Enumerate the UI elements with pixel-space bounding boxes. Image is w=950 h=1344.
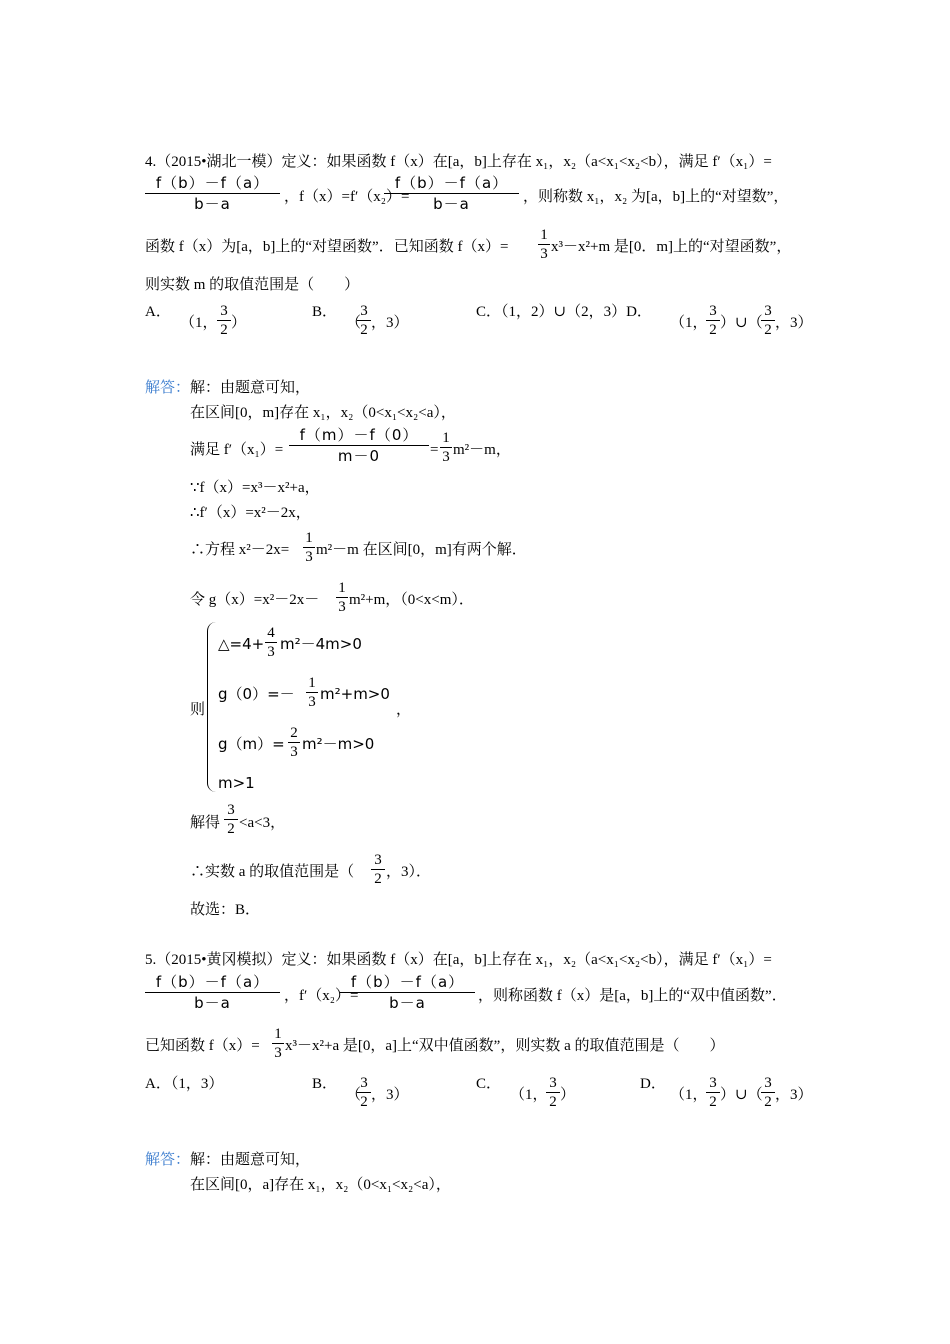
- q4-option-a-frac: 3 2: [217, 303, 231, 338]
- q5-stem-mid1: ，f′（x₂）=: [284, 988, 359, 1004]
- q4-sol-one-third: 1 3: [440, 430, 452, 465]
- q5-option-d-mid: ）∪（: [720, 1087, 763, 1103]
- q4-option-a-post: ）: [231, 315, 247, 331]
- q4-sys-row2b: m²+m>0: [320, 685, 390, 703]
- q4-sol-line6a: ∴方程 x²－2x=: [190, 542, 290, 558]
- fraction-denominator: b－a: [194, 195, 231, 213]
- q5-option-d-pre: （1，: [670, 1087, 708, 1103]
- q5-sol-line2: 在区间[0，a]存在 x₁，x₂（0<x₁<x₂<a），: [190, 1177, 451, 1193]
- fraction-denominator: b－a: [433, 195, 470, 213]
- q4-sol-line3c: m²－m，: [453, 442, 511, 458]
- q4-sys-row1-frac: 4 3: [265, 625, 277, 660]
- q4-stem-mid1: ，f（x）=f′（x₂）=: [284, 189, 410, 205]
- q4-option-a-label: A．: [145, 304, 171, 320]
- q5-option-a: A．（1，3）: [145, 1076, 224, 1092]
- q4-sys-row3b: m²－m>0: [302, 735, 375, 753]
- q4-sol-line10: 故选：B．: [190, 902, 261, 918]
- q5-option-d-frac2: 3 2: [761, 1075, 775, 1110]
- q4-sol-line3b: =: [430, 442, 439, 458]
- q4-option-b-post: ，3）: [371, 315, 409, 331]
- q5-stem-line3a: 已知函数 f（x）=: [145, 1038, 260, 1054]
- q4-stem-line4: 则实数 m 的取值范围是（ ）: [145, 277, 360, 293]
- q4-fraction-2: [384, 174, 519, 213]
- q5-option-c-post: ）: [560, 1087, 576, 1103]
- q4-sol-line9a: ∴实数 a 的取值范围是（: [190, 864, 355, 880]
- q5-stem-mid2: ，则称函数 f（x）是[a，b]上的“双中值函数”．: [478, 988, 787, 1004]
- q4-sol-one-third-2: 1 3: [303, 530, 315, 565]
- q4-option-d-frac1: 3 2: [706, 303, 720, 338]
- q4-sol-line8a: 解得: [190, 815, 221, 831]
- q4-stem-line3a: 函数 f（x）为[a，b]上的“对望函数”．已知函数 f（x）=: [145, 239, 509, 255]
- q4-option-b-label: B．: [312, 304, 338, 320]
- q4-option-b-pre: （: [346, 315, 362, 331]
- fraction-numerator: f（b）－f（a）: [155, 174, 270, 192]
- q4-sol-fraction: f（m）－f（0） m－0: [289, 426, 429, 465]
- q5-sol-line1: 解：由题意可知，: [190, 1152, 311, 1168]
- q5-fraction-2: f（b）－f（a） b－a: [340, 973, 475, 1012]
- q4-stem-mid2: ，则称数 x₁，x₂ 为[a，b]上的“对望数”，: [523, 189, 789, 205]
- q4-sol-line9-frac: 3 2: [371, 852, 385, 887]
- q4-sol-one-third-3: 1 3: [336, 580, 348, 615]
- q5-option-c-pre: （1，: [510, 1087, 548, 1103]
- q4-stem-line1: 4.（2015•湖北一模）定义：如果函数 f（x）在[a，b]上存在 x₁，x₂（a<x₁<x₂<b），满足 f′（x₁）=: [145, 154, 772, 170]
- q4-fraction-1: [145, 174, 280, 213]
- q4-sol-line8-frac: 3 2: [224, 802, 238, 837]
- q4-sys-row3-frac: 2 3: [288, 725, 300, 760]
- q4-one-third: 1 3: [538, 227, 550, 262]
- q4-sys-row1b: m²－4m>0: [280, 635, 362, 653]
- q4-sys-row4: m>1: [218, 774, 255, 792]
- q4-solution-label: 解答：: [145, 380, 191, 396]
- q4-option-a-pre: （1，: [180, 315, 218, 331]
- q5-option-b-post: ，3）: [371, 1087, 409, 1103]
- q4-sol-line8b: <a<3，: [239, 815, 286, 831]
- q4-sys-row2-frac: 1 3: [306, 675, 318, 710]
- q5-option-b-frac: 3 2: [357, 1075, 371, 1110]
- q5-option-d-post: ，3）: [775, 1087, 813, 1103]
- q4-option-c: C．（1，2）∪（2，3）D．: [476, 304, 652, 320]
- q4-sol-line7a: 令 g（x）=x²－2x－: [190, 592, 320, 608]
- q4-option-d-post: ，3）: [775, 315, 813, 331]
- q5-one-third: 1 3: [272, 1026, 284, 1061]
- q4-sys-row2a: g（0）=－: [218, 685, 295, 703]
- q5-option-c-label: C．: [476, 1076, 502, 1092]
- q4-option-b-frac: 3 2: [357, 303, 371, 338]
- q4-sol-line5: ∴f′（x）=x²－2x，: [190, 505, 311, 521]
- q4-sol-line9b: ，3）．: [386, 864, 432, 880]
- q4-sol-line2: 在区间[0，m]存在 x₁，x₂（0<x₁<x₂<a），: [190, 405, 456, 421]
- q4-stem-line3b: x³－x²+m 是[0．m]上的“对望函数”，: [551, 239, 792, 255]
- q4-sys-comma: ，: [396, 702, 412, 718]
- q4-option-d-mid: ）∪（: [720, 315, 763, 331]
- system-brace: [207, 622, 216, 792]
- q4-option-d-pre: （1，: [670, 315, 708, 331]
- q4-sys-then: 则: [190, 702, 206, 718]
- q5-option-d-label: D．: [640, 1076, 666, 1092]
- q4-sys-row1a: △=4+: [218, 635, 265, 653]
- q4-sol-line6b: m²－m 在区间[0，m]有两个解．: [316, 542, 527, 558]
- q4-sol-line4: ∵f（x）=x³－x²+a，: [190, 480, 320, 496]
- q4-sys-row3a: g（m）=: [218, 735, 285, 753]
- q5-fraction-1: f（b）－f（a） b－a: [145, 973, 280, 1012]
- q5-option-b-label: B．: [312, 1076, 338, 1092]
- q5-option-c-frac: 3 2: [546, 1075, 560, 1110]
- q5-option-d-frac1: 3 2: [706, 1075, 720, 1110]
- q5-solution-label: 解答：: [145, 1152, 191, 1168]
- q4-option-d-frac2: 3 2: [761, 303, 775, 338]
- q4-sol-line3a: 满足 f′（x₁）=: [190, 442, 284, 458]
- q4-sol-line7b: m²+m，（0<x<m）．: [349, 592, 474, 608]
- fraction-numerator: f（b）－f（a）: [394, 174, 509, 192]
- q5-stem-line1: 5.（2015•黄冈模拟）定义：如果函数 f（x）在[a，b]上存在 x₁，x₂（a<x₁<x₂<b），满足 f′（x₁）=: [145, 952, 772, 968]
- q5-option-b-pre: （: [346, 1087, 362, 1103]
- q4-sol-line1: 解：由题意可知，: [190, 380, 311, 396]
- q5-stem-line3b: x³－x²+a 是[0，a]上“双中值函数”，则实数 a 的取值范围是（ ）: [285, 1038, 725, 1054]
